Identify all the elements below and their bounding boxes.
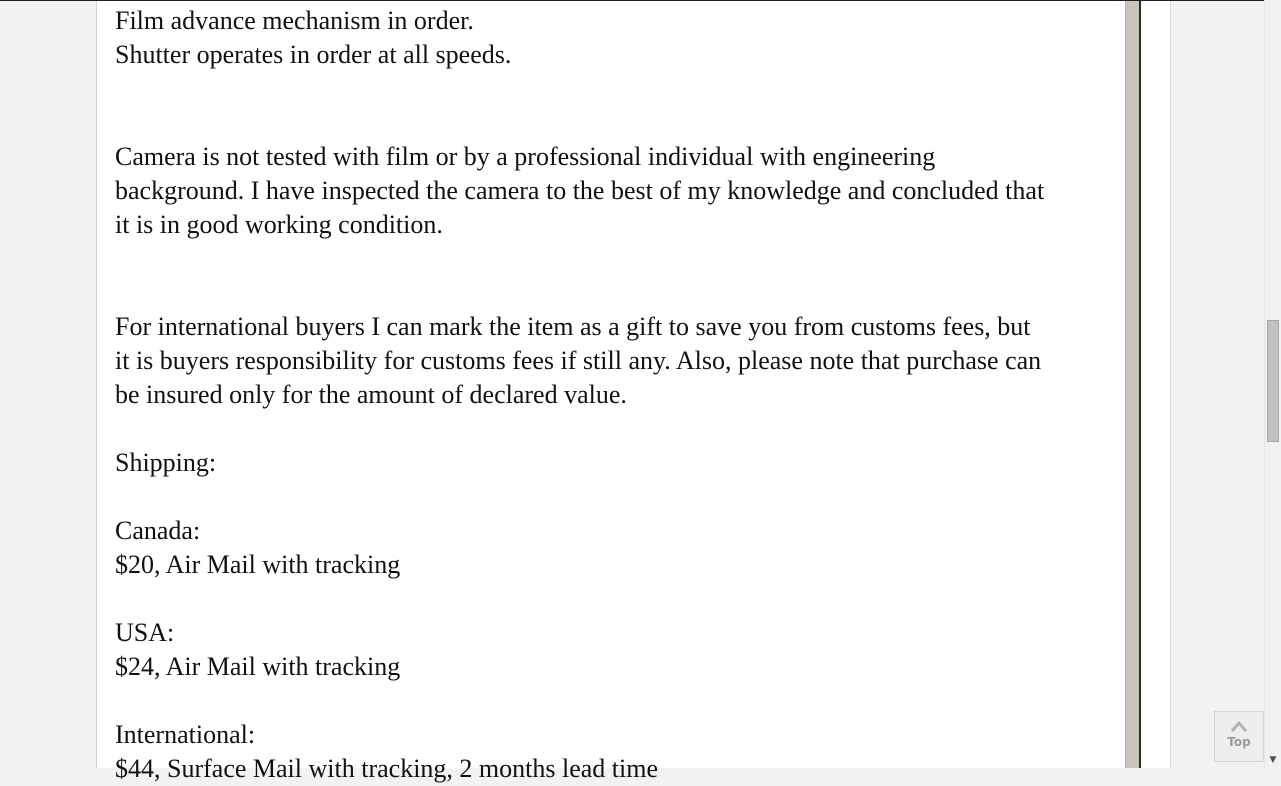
back-to-top-button[interactable] [1214, 711, 1264, 762]
shipping-price: $20, Air Mail with tracking [115, 550, 401, 579]
description-frame [96, 1, 1171, 783]
shipping-heading: Shipping: [115, 448, 217, 477]
description-line: Shutter operates in order at all speeds. [115, 40, 512, 69]
description-line: Camera is not tested with film or by a professional individual with engineering [115, 142, 936, 171]
blank-line [115, 106, 1119, 140]
description-line: be insured only for the amount of declared value. [115, 380, 627, 409]
page-scroll-thumb[interactable] [1267, 320, 1279, 442]
blank-line [115, 480, 1119, 514]
blank-line [115, 684, 1119, 718]
back-to-top-label: Top [1227, 735, 1251, 749]
shipping-region-label: International: [115, 720, 256, 749]
description-line: For international buyers I can mark the item as a gift to save you from customs fees, but [115, 312, 1031, 341]
shipping-region-label: Canada: [115, 516, 201, 545]
description-frame-edge [1139, 1, 1141, 768]
description-line: it is in good working condition. [115, 210, 443, 239]
chevron-up-icon [1215, 719, 1263, 735]
blank-line [115, 72, 1119, 106]
shipping-price: $24, Air Mail with tracking [115, 652, 401, 681]
shipping-region-label: USA: [115, 618, 175, 647]
description-scrollbar[interactable] [1125, 1, 1140, 768]
item-description [115, 4, 1119, 783]
description-line: Film advance mechanism in order. [115, 6, 474, 35]
blank-line [115, 276, 1119, 310]
blank-line [115, 242, 1119, 276]
page-scrollbar[interactable] [1264, 0, 1281, 768]
shipping-price: $44, Surface Mail with tracking, 2 months lead time [115, 754, 658, 783]
description-line: background. I have inspected the camera to the best of my knowledge and concluded that [115, 176, 1045, 205]
blank-line [115, 412, 1119, 446]
blank-line [115, 582, 1119, 616]
scroll-down-arrow-icon[interactable]: ▼ [1269, 755, 1277, 765]
description-line: it is buyers responsibility for customs fees if still any. Also, please note that purchase can [115, 346, 1042, 375]
